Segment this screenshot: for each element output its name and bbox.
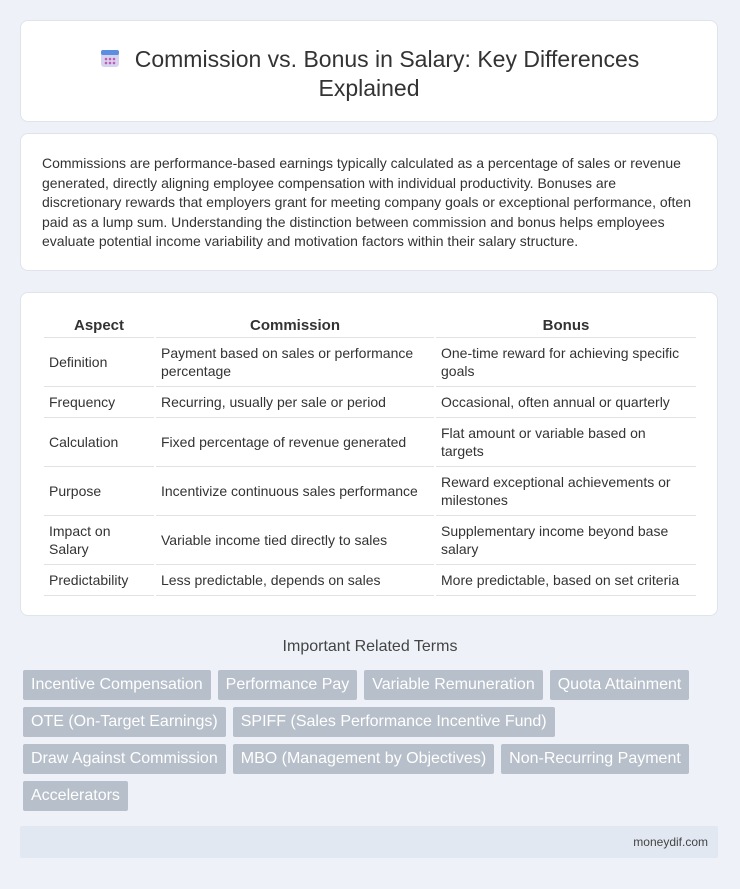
related-term-tag[interactable]: Non-Recurring Payment bbox=[501, 744, 689, 774]
cell-bonus: One-time reward for achieving specific goals bbox=[436, 338, 696, 387]
title-card bbox=[20, 20, 718, 122]
intro-card bbox=[20, 133, 718, 271]
comparison-table bbox=[42, 315, 698, 596]
cell-bonus: Occasional, often annual or quarterly bbox=[436, 387, 696, 418]
calendar-icon bbox=[99, 47, 121, 69]
table-row bbox=[44, 387, 696, 418]
table-header-row bbox=[44, 315, 696, 338]
related-term-tag[interactable]: Incentive Compensation bbox=[23, 670, 211, 700]
related-terms-list bbox=[23, 670, 723, 818]
related-terms-heading: Important Related Terms bbox=[282, 638, 458, 655]
related-term-tag[interactable]: Quota Attainment bbox=[550, 670, 690, 700]
table-row bbox=[44, 565, 696, 596]
table-row bbox=[44, 418, 696, 467]
cell-commission: Fixed percentage of revenue generated bbox=[156, 418, 434, 467]
related-term-tag[interactable]: Accelerators bbox=[23, 781, 128, 811]
header-bonus: Bonus bbox=[436, 315, 696, 338]
related-term-tag[interactable]: OTE (On-Target Earnings) bbox=[23, 707, 226, 737]
related-term-tag[interactable]: MBO (Management by Objectives) bbox=[233, 744, 494, 774]
cell-commission: Payment based on sales or performance percentage bbox=[156, 338, 434, 387]
cell-commission: Variable income tied directly to sales bbox=[156, 516, 434, 565]
header-aspect: Aspect bbox=[44, 315, 154, 338]
footer-site-link[interactable]: moneydif.com bbox=[633, 835, 708, 849]
cell-bonus: Flat amount or variable based on targets bbox=[436, 418, 696, 467]
table-row bbox=[44, 467, 696, 516]
related-term-tag[interactable]: SPIFF (Sales Performance Incentive Fund) bbox=[233, 707, 555, 737]
comparison-table-card bbox=[20, 292, 718, 616]
cell-aspect: Frequency bbox=[44, 387, 154, 418]
intro-paragraph: Commissions are performance-based earnings typically calculated as a percentage of sales or revenue generated, directly aligning employee compensation with individual productivity. Bonuses are discretionary rewards that employers grant for meeting company goals or exceptional performance, often paid as a lump sum. Understanding the distinction between commission and bonus helps employees evaluate potential income variability and motivation factors within their salary structure. bbox=[42, 155, 691, 250]
header-commission: Commission bbox=[156, 315, 434, 338]
cell-aspect: Calculation bbox=[44, 418, 154, 467]
related-term-tag[interactable]: Performance Pay bbox=[218, 670, 358, 700]
cell-commission: Less predictable, depends on sales bbox=[156, 565, 434, 596]
cell-commission: Incentivize continuous sales performance bbox=[156, 467, 434, 516]
table-row bbox=[44, 516, 696, 565]
cell-bonus: Supplementary income beyond base salary bbox=[436, 516, 696, 565]
related-term-tag[interactable]: Draw Against Commission bbox=[23, 744, 226, 774]
cell-commission: Recurring, usually per sale or period bbox=[156, 387, 434, 418]
related-term-tag[interactable]: Variable Remuneration bbox=[364, 670, 542, 700]
page-title: Commission vs. Bonus in Salary: Key Differences Explained bbox=[134, 46, 640, 101]
cell-aspect: Purpose bbox=[44, 467, 154, 516]
cell-aspect: Impact on Salary bbox=[44, 516, 154, 565]
cell-bonus: Reward exceptional achievements or milestones bbox=[436, 467, 696, 516]
page-title-wrap bbox=[21, 45, 717, 103]
cell-aspect: Definition bbox=[44, 338, 154, 387]
footer-bar bbox=[20, 826, 718, 858]
table-row bbox=[44, 338, 696, 387]
cell-aspect: Predictability bbox=[44, 565, 154, 596]
cell-bonus: More predictable, based on set criteria bbox=[436, 565, 696, 596]
